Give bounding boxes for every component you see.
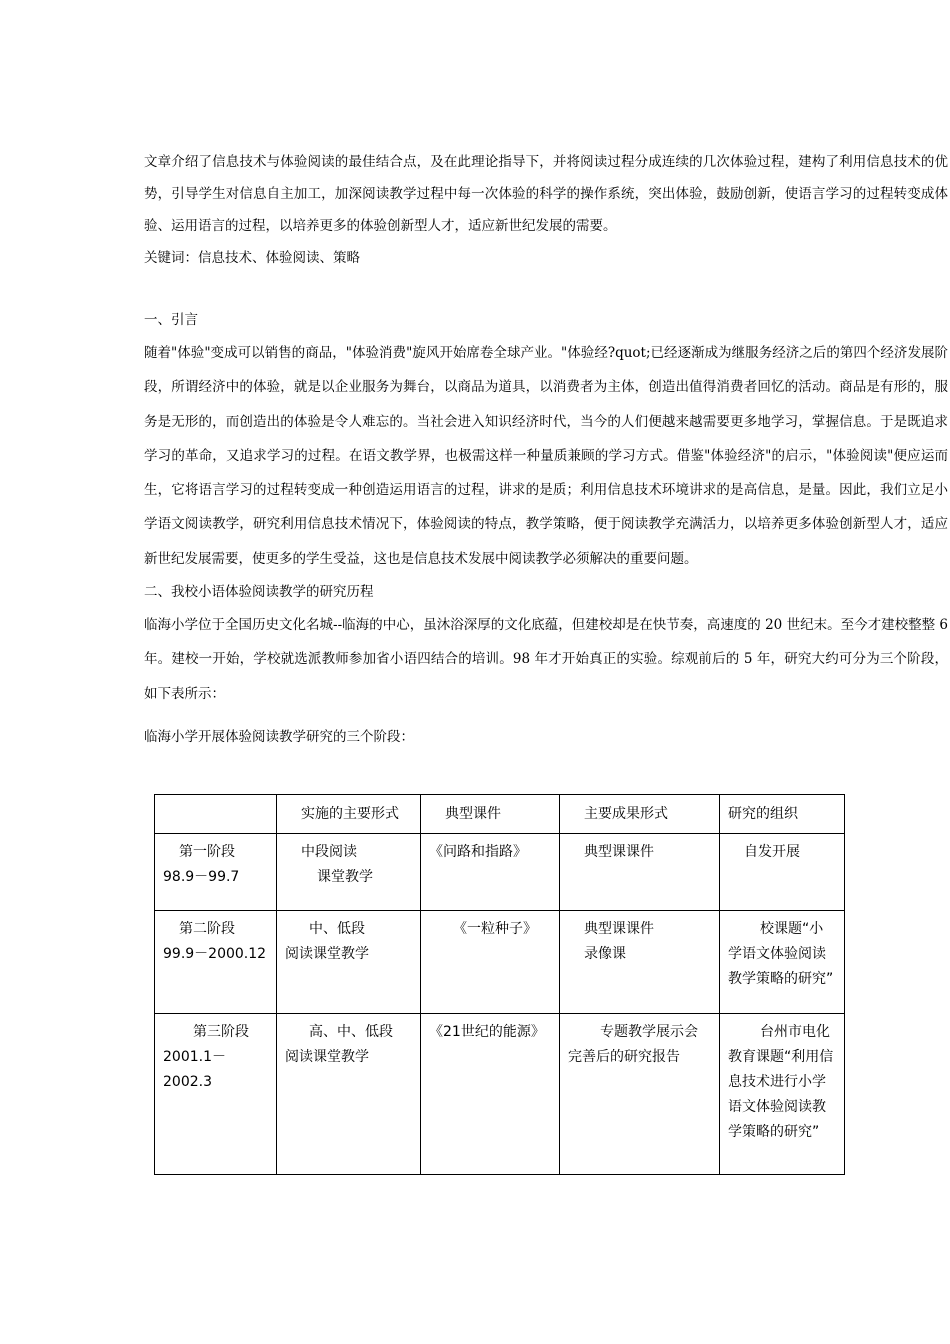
form-cell: 高、中、低段 阅读课堂教学 bbox=[277, 1014, 421, 1175]
introduction-paragraph: 随着"体验"变成可以销售的商品，"体验消费"旋风开始席卷全球产业。"体验经?quot;已经逐渐成为继服务经济之后的第四个经济发展阶段，所谓经济中的体验，就是以企业服务为舞台，以商品为道具，以消费者为主体，创造出值得消费者回忆的活动。商品是有形的，服务是无形的，而创造出的体验是令人难忘的。当社会进入知识经济时代，当今的人们便越来越需要更多地学习，掌握信息。于是既追求学习的革命，又追求学习的过程。在语文教学界，也极需这样一种量质兼顾的学习方式。借鉴"体验经济"的启示，"体验阅读"便应运而生，它将语言学习的过程转变成一种创造运用语言的过程，讲求的是质；利用信息技术环境讲求的是高信息，是量。因此，我们立足小学语文阅读教学，研究利用信息技术情况下，体验阅读的特点，教学策略，便于阅读教学充满活力，以培养更多体验创新型人才，适应新世纪发展需要，使更多的学生受益，这也是信息技术发展中阅读教学必须解决的重要问题。 bbox=[144, 345, 948, 567]
table-header-row bbox=[155, 795, 845, 834]
stage-cell bbox=[155, 911, 277, 1014]
section-heading-history: 二、我校小语体验阅读教学的研究历程 bbox=[144, 584, 374, 601]
keywords-line: 关键词：信息技术、体验阅读、策略 bbox=[144, 250, 360, 266]
research-stages-table bbox=[154, 794, 845, 1175]
stage-period: 2002.3 bbox=[163, 1074, 212, 1090]
form-cell: 中段阅读 课堂教学 bbox=[277, 834, 421, 911]
form-cell: 中、低段 阅读课堂教学 bbox=[277, 911, 421, 1014]
courseware-cell: 《一粒种子》 bbox=[421, 911, 560, 1014]
courseware-cell: 《21世纪的能源》 bbox=[421, 1014, 560, 1175]
results-cell: 典型课课件 录像课 bbox=[560, 911, 720, 1014]
header-cell-form: 实施的主要形式 bbox=[277, 795, 421, 834]
section-heading-introduction: 一、引言 bbox=[144, 312, 198, 328]
stage-cell bbox=[155, 834, 277, 911]
header-cell-results: 主要成果形式 bbox=[560, 795, 720, 834]
table-caption: 临海小学开展体验阅读教学研究的三个阶段： bbox=[144, 728, 414, 745]
table-row bbox=[155, 1014, 845, 1175]
results-cell: 典型课课件 bbox=[560, 834, 720, 911]
table-row bbox=[155, 911, 845, 1014]
results-cell: 专题教学展示会完善后的研究报告 bbox=[560, 1014, 720, 1175]
history-paragraph: 临海小学位于全国历史文化名城--临海的中心，虽沐浴深厚的文化底蕴，但建校却是在快节奏，高速度的 20 世纪末。至今才建校整整 6 年。建校一开始，学校就选派教师参加省小语四结合的培训。98 年才开始真正的实验。综观前后的 5 年，研究大约可分为三个阶段，如下表所示： bbox=[144, 617, 948, 702]
stage-label: 第二阶段 bbox=[179, 921, 235, 937]
header-cell-organization: 研究的组织 bbox=[720, 795, 845, 834]
stage-label: 第三阶段 bbox=[193, 1024, 249, 1040]
document-body bbox=[144, 146, 948, 753]
organization-cell: 自发开展 bbox=[720, 834, 845, 911]
header-cell-courseware: 典型课件 bbox=[421, 795, 560, 834]
stage-label: 第一阶段 bbox=[179, 844, 235, 860]
table-row bbox=[155, 834, 845, 911]
courseware-cell: 《问路和指路》 bbox=[421, 834, 560, 911]
organization-cell: 校课题“小学语文体验阅读教学策略的研究” bbox=[720, 911, 845, 1014]
abstract-paragraph: 文章介绍了信息技术与体验阅读的最佳结合点，及在此理论指导下，并将阅读过程分成连续的几次体验过程，建构了利用信息技术的优势，引导学生对信息自主加工，加深阅读教学过程中每一次体验的科学的操作系统，突出体验，鼓励创新，使语言学习的过程转变成体验、运用语言的过程，以培养更多的体验创新型人才，适应新世纪发展的需要。 bbox=[144, 154, 948, 234]
stage-period: 2001.1－ bbox=[163, 1049, 226, 1065]
organization-cell: 台州市电化教育课题“利用信息技术进行小学语文体验阅读教学策略的研究” bbox=[720, 1014, 845, 1175]
header-cell-empty bbox=[155, 795, 277, 834]
stage-period: 99.9－2000.12 bbox=[163, 946, 267, 962]
stage-period: 98.9－99.7 bbox=[163, 869, 240, 885]
stage-cell bbox=[155, 1014, 277, 1175]
